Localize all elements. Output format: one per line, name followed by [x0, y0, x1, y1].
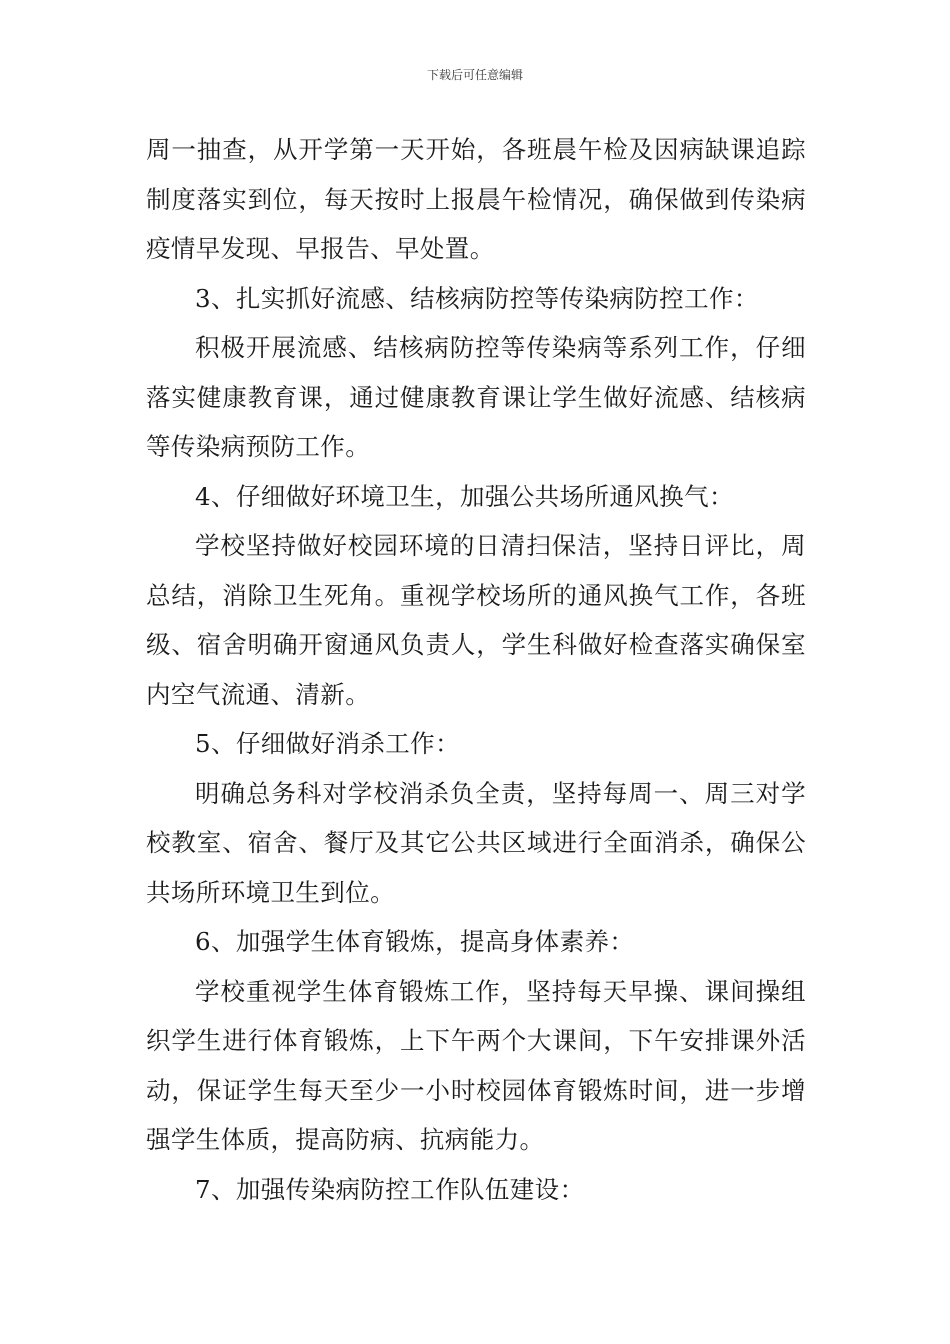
paragraph-section-4: 学校坚持做好校园环境的日清扫保洁，坚持日评比，周总结，消除卫生死角。重视学校场所的通风换气工作，各班级、宿舍明确开窗通风负责人，学生科做好检查落实确保室内空气流通、清新。 [146, 531, 806, 709]
paragraph-continuation: 周一抽查，从开学第一天开始，各班晨午检及因病缺课追踪制度落实到位，每天按时上报晨午检情况，确保做到传染病疫情早发现、早报告、早处置。 [146, 135, 806, 263]
section-heading-4: 4、仔细做好环境卫生，加强公共场所通风换气： [195, 481, 734, 511]
section-heading-3: 3、扎实抓好流感、结核病防控等传染病防控工作： [195, 283, 759, 313]
page-header: 下载后可任意编辑 [426, 68, 523, 82]
section-heading-7: 7、加强传染病防控工作队伍建设： [195, 1174, 585, 1204]
document-body [146, 125, 806, 1214]
paragraph-section-5: 明确总务科对学校消杀负全责，坚持每周一、周三对学校教室、宿舍、餐厅及其它公共区域进行全面消杀，确保公共场所环境卫生到位。 [146, 778, 806, 907]
paragraph-section-6: 学校重视学生体育锻炼工作，坚持每天早操、课间操组织学生进行体育锻炼，上下午两个大课间，下午安排课外活动，保证学生每天至少一小时校园体育锻炼时间，进一步增强学生体质，提高防病、抗病能力。 [146, 976, 806, 1154]
section-heading-6: 6、加强学生体育锻炼，提高身体素养： [195, 927, 635, 956]
section-heading-5: 5、仔细做好消杀工作： [195, 729, 460, 758]
paragraph-section-3: 积极开展流感、结核病防控等传染病等系列工作，仔细落实健康教育课，通过健康教育课让学生做好流感、结核病等传染病预防工作。 [146, 333, 806, 461]
